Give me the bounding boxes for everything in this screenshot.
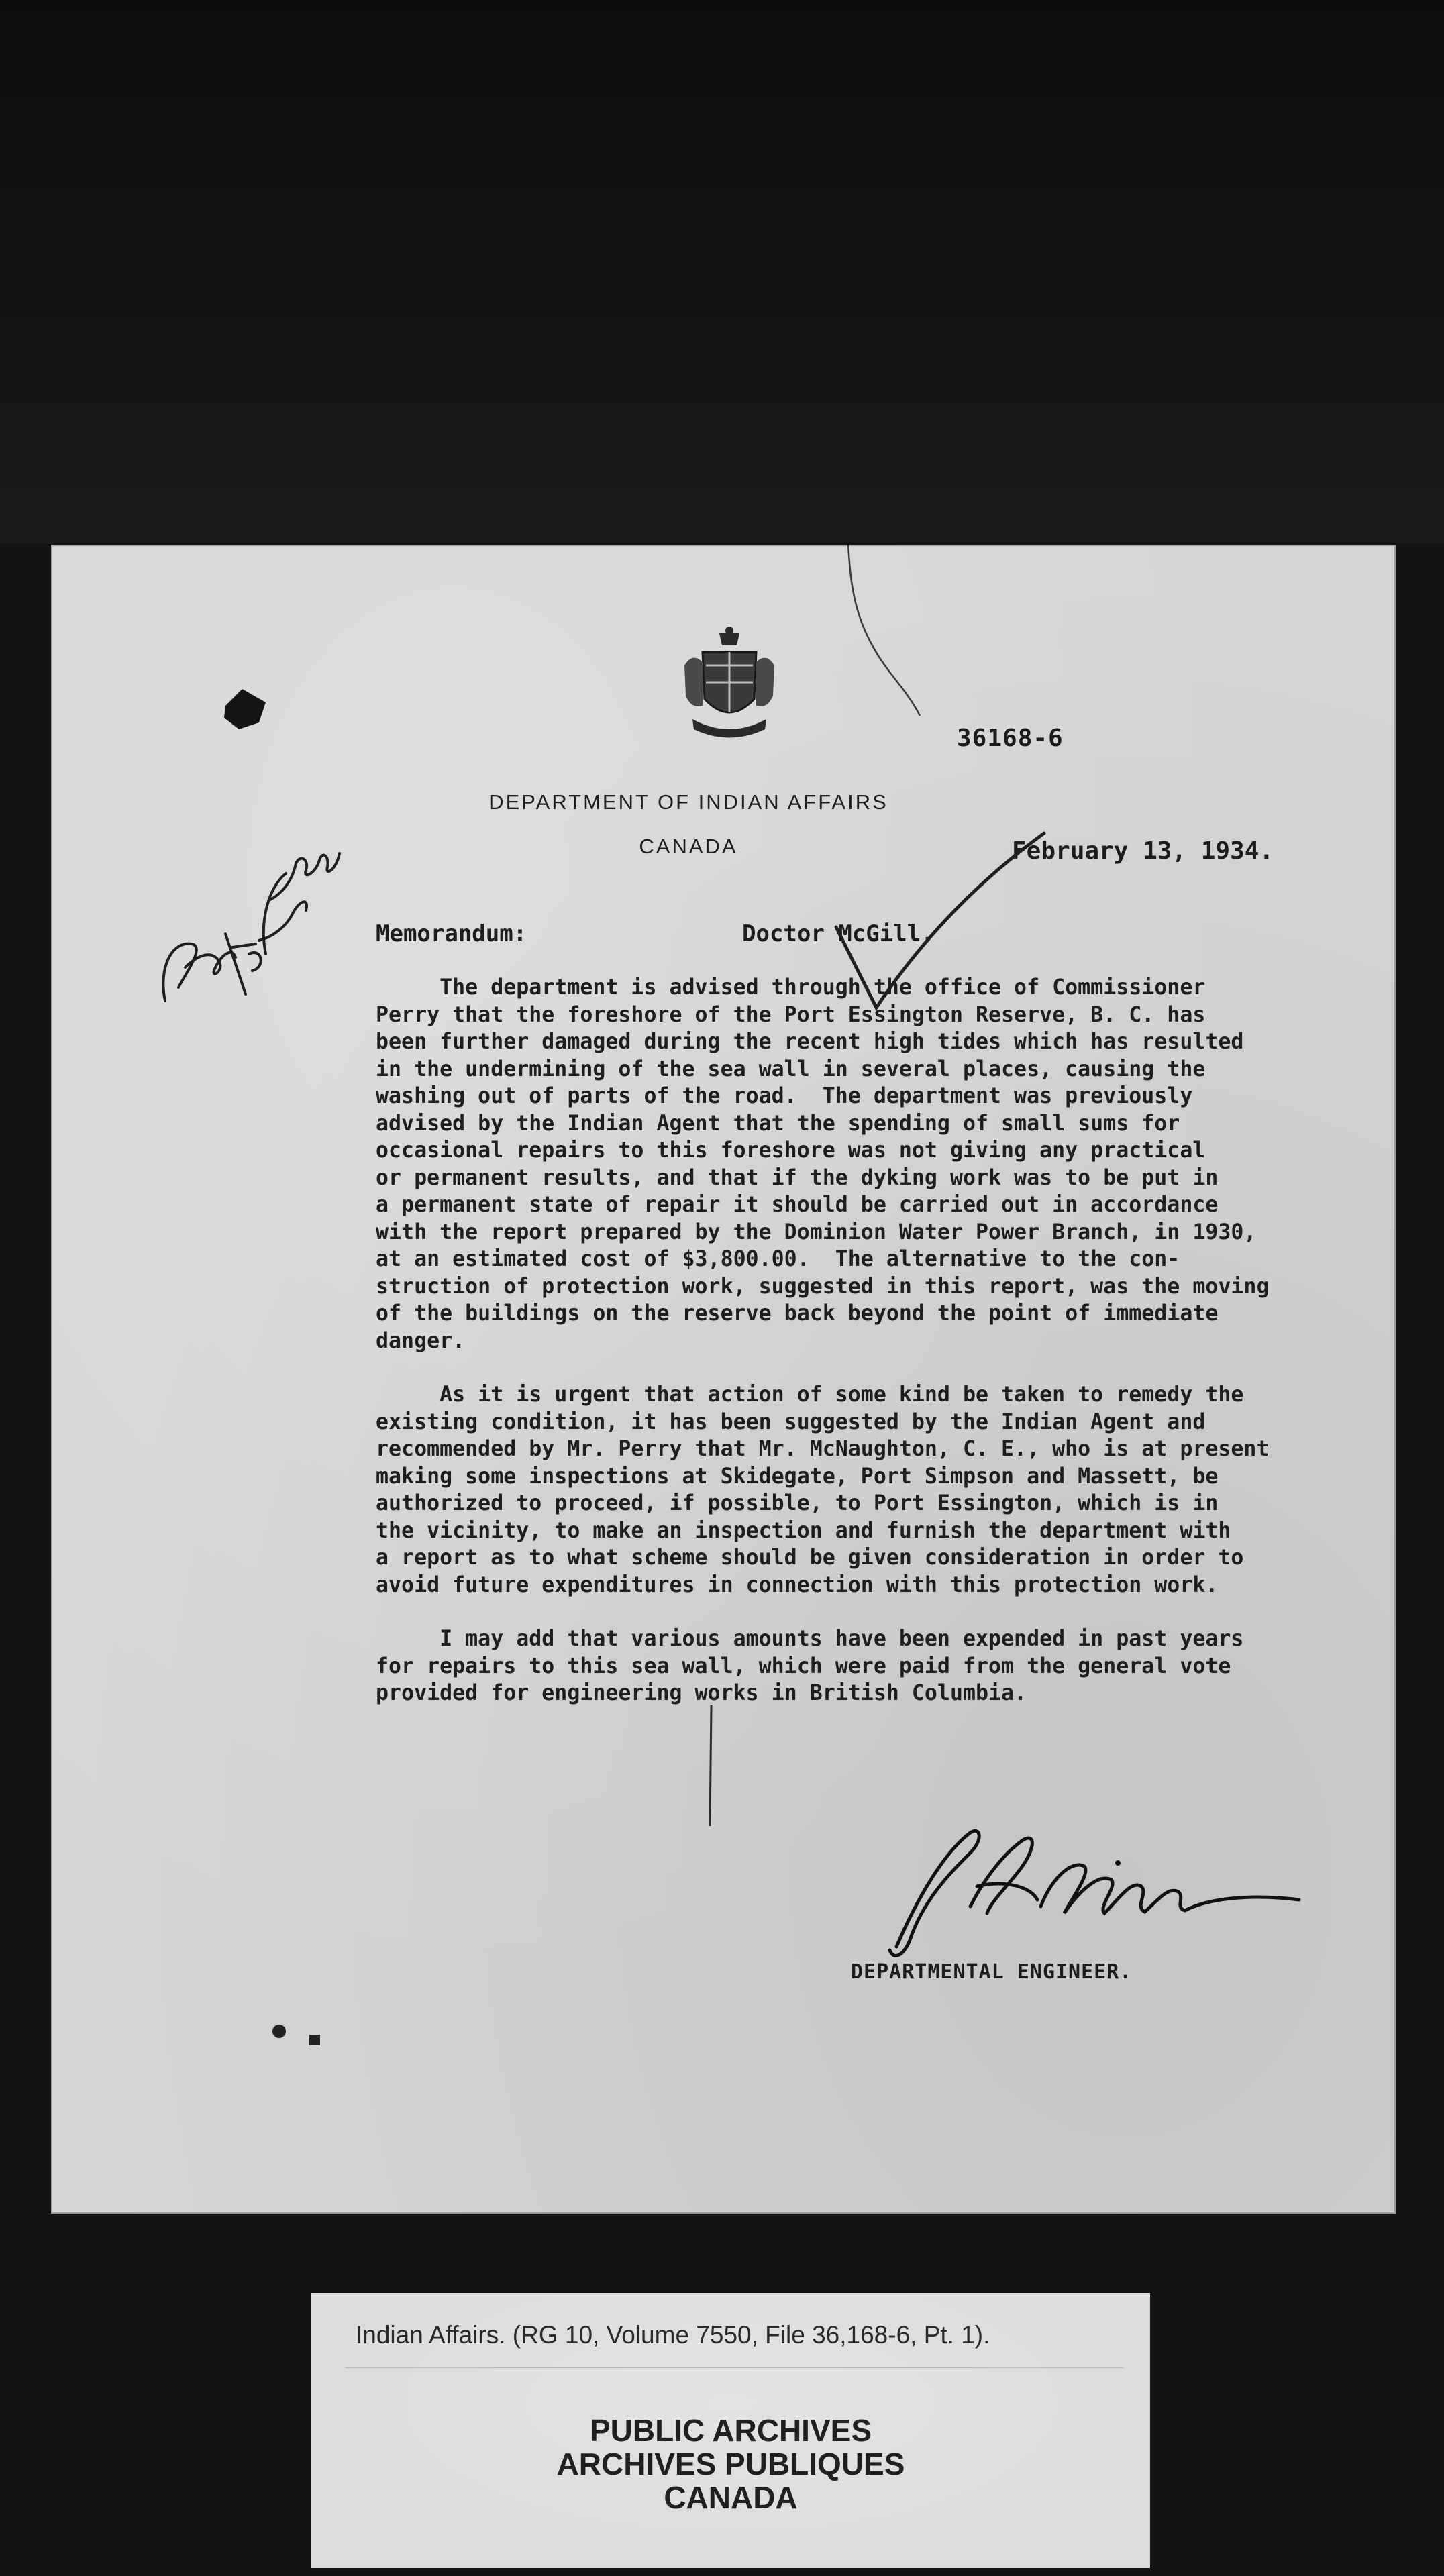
memo-addressee: Doctor McGill. (742, 920, 935, 947)
memo-body-line: at an estimated cost of $3,800.00. The alternative to the con- (376, 1247, 1180, 1271)
signature (870, 1806, 1326, 1980)
memo-body-line: As it is urgent that action of some kind be taken to remedy the (376, 1383, 1244, 1407)
memo-body-line: or permanent results, and that if the dyking work was to be put in (376, 1165, 1219, 1190)
ink-blot (219, 686, 272, 733)
memo-body-line: washing out of parts of the road. The department was previously (376, 1084, 1193, 1108)
memo-body (376, 974, 1423, 1707)
department-heading: DEPARTMENT OF INDIAN AFFAIRS (488, 790, 888, 814)
archive-country: CANADA (664, 2480, 798, 2515)
memo-body-line: been further damaged during the recent high tides which has resulted (376, 1030, 1244, 1054)
signatory-title: DEPARTMENTAL ENGINEER. (851, 1960, 1133, 1984)
memo-body-line: struction of protection work, suggested in this report, was the moving (376, 1274, 1270, 1299)
memo-body-line: The department is advised through the office of Commissioner (376, 975, 1206, 1000)
pen-stroke-vertical (705, 1705, 718, 1826)
memo-body-line: for repairs to this sea wall, which were paid from the general vote (376, 1654, 1231, 1678)
memo-label: Memorandum: (376, 920, 527, 947)
memo-body-line: making some inspections at Skidegate, Port Simpson and Massett, be (376, 1464, 1219, 1489)
memo-body-line: a report as to what scheme should be given consideration in order to (376, 1546, 1244, 1570)
memo-body-line: with the report prepared by the Dominion Water Power Branch, in 1930, (376, 1220, 1257, 1244)
country-heading: CANADA (639, 835, 738, 858)
memo-body-line: advised by the Indian Agent that the spending of small sums for (376, 1111, 1180, 1136)
memo-body-line: avoid future expenditures in connection with this protection work. (376, 1572, 1219, 1597)
memo-body-line: provided for engineering works in British Columbia. (376, 1681, 1027, 1705)
archive-label-card (311, 2293, 1150, 2568)
memo-body-line: danger. (376, 1328, 466, 1353)
memo-body-line: Perry that the foreshore of the Port Essington Reserve, B. C. has (376, 1002, 1206, 1027)
microfilm-border-top (0, 0, 1444, 543)
archive-name-fr: ARCHIVES PUBLIQUES (556, 2447, 905, 2481)
archive-divider (345, 2367, 1123, 2368)
memo-body-line: a permanent state of repair it should be carried out in accordance (376, 1193, 1219, 1217)
paragraph-gap (376, 1354, 1423, 1381)
memo-body-line: the vicinity, to make an inspection and furnish the department with (376, 1518, 1231, 1543)
stray-pen-stroke (789, 545, 923, 719)
memo-date: February 13, 1934. (1012, 837, 1274, 865)
file-number: 36168-6 (957, 724, 1064, 752)
memo-body-line: recommended by Mr. Perry that Mr. McNaughton, C. E., who is at present (376, 1437, 1270, 1461)
memo-body-line: in the undermining of the sea wall in several places, causing the (376, 1057, 1206, 1081)
memo-body-line: existing condition, it has been suggested by the Indian Agent and (376, 1409, 1206, 1434)
memo-body-line: authorized to proceed, if possible, to Port Essington, which is in (376, 1491, 1219, 1515)
memo-body-line: I may add that various amounts have been expended in past years (376, 1627, 1244, 1651)
archive-reference: Indian Affairs. (RG 10, Volume 7550, File 36,168-6, Pt. 1). (356, 2321, 990, 2349)
coat-of-arms-emblem (679, 625, 780, 746)
paragraph-gap (376, 1599, 1423, 1625)
memo-body-line: occasional repairs to this foreshore was not giving any practical (376, 1138, 1206, 1163)
paper-specks (266, 2018, 346, 2058)
archive-name-en: PUBLIC ARCHIVES (590, 2413, 872, 2448)
handwritten-margin-note (152, 800, 353, 1014)
memorandum-page (51, 545, 1396, 2214)
memo-body-line: of the buildings on the reserve back beyond the point of immediate (376, 1301, 1219, 1326)
